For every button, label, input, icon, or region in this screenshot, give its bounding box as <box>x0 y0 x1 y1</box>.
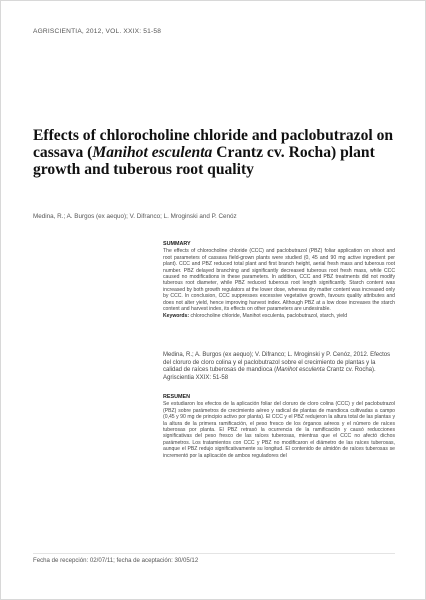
article-authors: Medina, R.; A. Burgos (ex aequo); V. Difranco; L. Mroginski and P. Cenóz <box>33 213 237 220</box>
summary-heading: SUMMARY <box>163 241 191 247</box>
resumen-heading: RESUMEN <box>163 394 190 400</box>
citation-part-2: Crantz cv. Rocha). Agriscientia XXIX: 51-58 <box>163 367 376 381</box>
citation-species: Manihot esculenta <box>276 367 325 374</box>
reception-dates: Fecha de recepción: 02/07/11; fecha de aceptación: 30/05/12 <box>33 557 199 564</box>
summary-text: The effects of chlorocholine chloride (CCC) and paclobutrazol (PBZ) foliar application on shoot and root parameters of cassava field-grown plants were studied (0, 45 and 90 mg active ingredient per plant). CCC and PBZ reduced total plant and first branch height, aerial fresh mass and tuberous root number. PBZ delayed branching and significantly decreased tuberous root fresh mass, while CCC caused no modifications in these parameters. In addition, CCC and PBZ treatments did not modify tuberous root diameter, while PBZ reduced tuberous root length significantly. Starch content was increased by both growth regulators at the lower dose, whereas dry matter content was increased only by CCC. In conclusion, CCC suppresses excessive vegetative growth, favours quality attributes and does not alter yield, hence improving harvest index. Although PBZ at a low dose increases the starch content and harvest index, its effects on other parameters are undesirable. <box>163 248 395 313</box>
spanish-citation <box>163 352 395 382</box>
title-part-1: Effects of chlorocholine chloride and paclobutrazol on cassava ( <box>33 127 394 161</box>
keywords-label: Keywords: <box>163 313 190 320</box>
title-part-2: Crantz cv. Rocha) plant growth and tuberous root quality <box>33 144 375 178</box>
footer-divider <box>33 553 395 554</box>
resumen-text: Se estudiaron los efectos de la aplicación foliar del cloruro de cloro colina (CCC) y del paclobutrazol (PBZ) sobre parámetros de crecimiento aéreo y radical de plantas de mandioca cultivadas a campo (0,45 y 90 mg de principio activo por planta). El CCC y el PBZ redujeron la altura total de las plantas y la altura de la primera ramificación, el peso fresco de los órganos aéreos y el número de raíces tuberosas por planta. El PBZ retrasó la ocurrencia de la ramificación y causó reducciones significativas del peso fresco de las raíces tuberosas, mientras que el CCC no afectó dichos parámetros. Los tratamientos con CCC y PBZ no modificaron el diámetro de las raíces tuberosas, aunque el PBZ redujo significativamente su longitud. El contenido de almidón de raíces tuberosas se incrementó por la aplicación de ambos reguladores del <box>163 401 395 459</box>
title-species: Manihot esculenta <box>92 144 213 161</box>
article-title <box>33 127 403 178</box>
summary-section <box>163 241 395 320</box>
journal-header: AGRISCIENTIA, 2012, VOL. XXIX: 51-58 <box>33 28 162 35</box>
keywords-line <box>163 313 395 319</box>
citation-part-1: Medina, R.; A. Burgos (ex aequo); V. Difranco; L. Mroginski y P. Cenóz, 2012. Efectos del cloruro de cloro colina y el paclobutrazol sobre el crecimiento de plantas y la calidad de raíces tuberosas de mandioca ( <box>163 352 391 374</box>
resumen-section <box>163 394 395 459</box>
keywords-text: chlorocholine chloride, Manihot esculenta, paclobutrazol, starch, yield <box>189 313 348 320</box>
